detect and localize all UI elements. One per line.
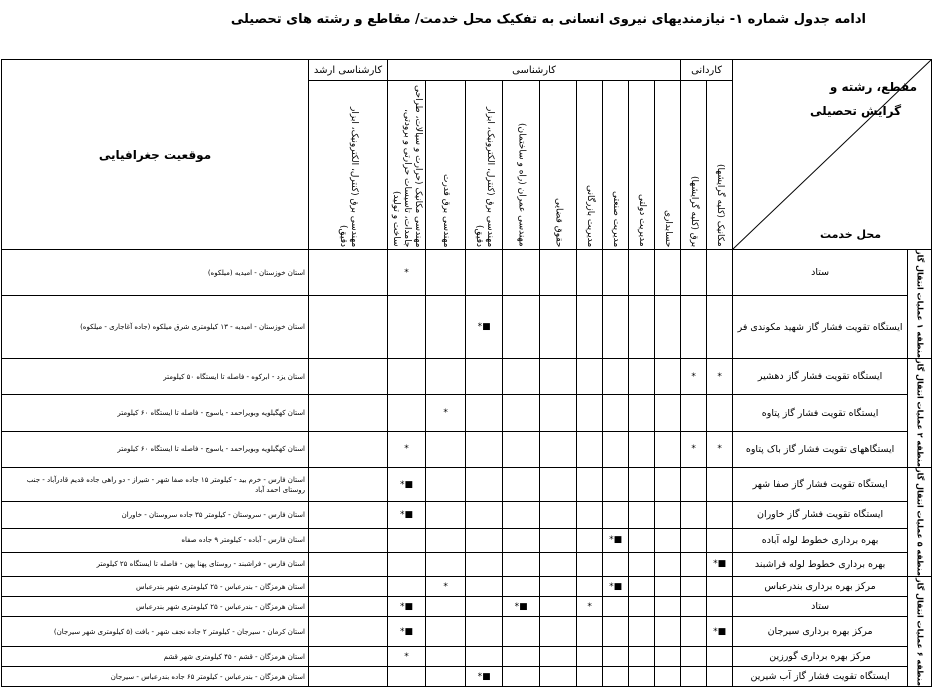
- mark-cell: [388, 431, 426, 467]
- mark-symbol: *: [691, 444, 696, 455]
- mark-cell: [309, 647, 388, 667]
- section-label-text: منطقه ۲ عملیات انتقال گاز: [915, 359, 925, 468]
- mark-symbol: ■*: [400, 509, 414, 520]
- mark-cell: [540, 667, 577, 687]
- mark-cell: [503, 296, 540, 359]
- column-header: [707, 81, 733, 250]
- mark-cell: [426, 647, 466, 667]
- mark-cell: [655, 501, 681, 528]
- mark-cell: [540, 617, 577, 647]
- mark-cell: [681, 552, 707, 576]
- column-header-label: مهندسی برق قدرت: [441, 173, 452, 247]
- mark-cell: [309, 431, 388, 467]
- mark-cell: [603, 468, 629, 502]
- column-header: [629, 81, 655, 250]
- mark-cell: [707, 597, 733, 617]
- mark-cell: [629, 617, 655, 647]
- mark-cell: [655, 250, 681, 296]
- service-location: ستاد: [733, 597, 908, 617]
- service-location: ایستگاه تقویت فشار گاز آب شیرین: [733, 667, 908, 687]
- mark-cell: [540, 296, 577, 359]
- mark-symbol: ■*: [609, 535, 623, 546]
- header-corner: [733, 60, 932, 250]
- mark-cell: [309, 501, 388, 528]
- table-row: [2, 552, 932, 576]
- mark-cell: [603, 431, 629, 467]
- service-location: ایستگاه تقویت فشار گاز شهید مکوندی فر: [733, 296, 908, 359]
- mark-cell: [577, 296, 603, 359]
- column-header-label: حقوق قضایی: [553, 197, 564, 247]
- geo-location: استان کرمان - سیرجان - کیلومتر ۲ جاده نجف شهر - بافت (۵ کیلومتری شهر سیرجان): [2, 617, 309, 647]
- column-header-label: مدیریت دولتی: [637, 194, 648, 247]
- mark-cell: [309, 597, 388, 617]
- column-header: [577, 81, 603, 250]
- mark-cell: [426, 617, 466, 647]
- mark-cell: [681, 250, 707, 296]
- mark-cell: [655, 359, 681, 395]
- mark-cell: [577, 359, 603, 395]
- section-label: [908, 577, 932, 687]
- service-location: مرکز بهره برداری گورزین: [733, 647, 908, 667]
- table-row: [2, 597, 932, 617]
- corner-label-service: محل خدمت: [819, 228, 882, 241]
- mark-cell: [707, 359, 733, 395]
- service-location: ایستگاههای تقویت فشار گاز باک پتاوه: [733, 431, 908, 467]
- mark-cell: [655, 296, 681, 359]
- mark-cell: [388, 501, 426, 528]
- mark-cell: [426, 501, 466, 528]
- table-row: [2, 359, 932, 395]
- mark-cell: [388, 577, 426, 597]
- mark-symbol: *: [443, 408, 448, 419]
- geo-location: استان فارس - خرم بید - کیلومتر ۱۵ جاده صفا شهر - شیراز - دو راهی جاده قدیم قادرآباد - جنب روستای احمد آباد: [2, 468, 309, 502]
- mark-cell: [655, 395, 681, 431]
- geo-location: استان یزد - ابرکوه - فاصله تا ایستگاه ۵۰ کیلومتر: [2, 359, 309, 395]
- mark-cell: [466, 577, 503, 597]
- mark-cell: [540, 468, 577, 502]
- mark-cell: [577, 431, 603, 467]
- mark-cell: [629, 296, 655, 359]
- mark-cell: [388, 528, 426, 552]
- mark-cell: [466, 552, 503, 576]
- service-location: بهره برداری خطوط لوله آباده: [733, 528, 908, 552]
- mark-cell: [577, 577, 603, 597]
- mark-cell: [466, 431, 503, 467]
- mark-cell: [681, 359, 707, 395]
- mark-cell: [388, 250, 426, 296]
- mark-cell: [466, 395, 503, 431]
- mark-cell: [466, 501, 503, 528]
- group-arshad: کارشناسی ارشد: [309, 60, 388, 81]
- column-header-label: مکانیک (کلیه گرایشها): [715, 164, 726, 247]
- mark-symbol: *: [443, 581, 448, 592]
- column-header-label: حسابداری: [663, 209, 674, 247]
- mark-symbol: *: [717, 371, 722, 382]
- mark-cell: [681, 431, 707, 467]
- mark-cell: [466, 528, 503, 552]
- mark-cell: [681, 528, 707, 552]
- geo-location: استان هرمزگان - بندرعباس - ۲۵ کیلومتری شهر بندرعباس: [2, 597, 309, 617]
- mark-symbol: *: [404, 444, 409, 455]
- mark-cell: [503, 431, 540, 467]
- mark-cell: [707, 617, 733, 647]
- mark-cell: [388, 617, 426, 647]
- mark-cell: [577, 552, 603, 576]
- mark-cell: [309, 359, 388, 395]
- mark-cell: [655, 431, 681, 467]
- mark-cell: [603, 577, 629, 597]
- mark-cell: [577, 647, 603, 667]
- mark-cell: [503, 617, 540, 647]
- mark-cell: [426, 528, 466, 552]
- mark-cell: [681, 617, 707, 647]
- mark-cell: [388, 552, 426, 576]
- mark-cell: [466, 468, 503, 502]
- mark-cell: [503, 501, 540, 528]
- mark-cell: [681, 577, 707, 597]
- mark-symbol: ■*: [477, 671, 491, 682]
- mark-cell: [629, 647, 655, 667]
- service-location: مرکز بهره برداری بندرعباس: [733, 577, 908, 597]
- mark-cell: [681, 667, 707, 687]
- table-row: [2, 528, 932, 552]
- column-header-label: مدیریت صنعتی: [611, 190, 622, 247]
- mark-cell: [540, 597, 577, 617]
- mark-cell: [707, 577, 733, 597]
- column-header: [540, 81, 577, 250]
- mark-cell: [707, 468, 733, 502]
- mark-cell: [540, 250, 577, 296]
- mark-cell: [681, 468, 707, 502]
- mark-symbol: ■*: [514, 601, 528, 612]
- mark-cell: [629, 528, 655, 552]
- group-karshenasi: کارشناسی: [388, 60, 681, 81]
- mark-cell: [681, 647, 707, 667]
- service-location: ایستگاه تقویت فشار گاز پتاوه: [733, 395, 908, 431]
- mark-cell: [629, 395, 655, 431]
- header-geo: موقعیت جغرافیایی: [2, 60, 309, 250]
- mark-cell: [629, 597, 655, 617]
- mark-cell: [707, 552, 733, 576]
- mark-cell: [629, 577, 655, 597]
- mark-cell: [603, 597, 629, 617]
- section-label: [908, 468, 932, 577]
- requirements-table: [1, 59, 932, 687]
- geo-location: استان هرمزگان - بندرعباس - کیلومتر ۶۵ جاده بندرعباس - سیرجان: [2, 667, 309, 687]
- mark-cell: [388, 468, 426, 502]
- mark-cell: [540, 359, 577, 395]
- mark-cell: [577, 468, 603, 502]
- mark-cell: [603, 296, 629, 359]
- column-header-label: مهندسی مکانیک (حرارت و سیالات، طراحی جامدات، تاسیسات حرارتی و برودتی، ساخت و تولید): [391, 84, 424, 247]
- table-row: [2, 577, 932, 597]
- mark-symbol: ■*: [400, 479, 414, 490]
- mark-cell: [426, 431, 466, 467]
- page-title: ادامه جدول شماره ۱- نیازمندیهای نیروی انسانی به تفکیک محل خدمت/ مقاطع و رشته های تحصیلی: [230, 12, 866, 27]
- mark-symbol: *: [691, 371, 696, 382]
- mark-cell: [309, 617, 388, 647]
- mark-cell: [629, 359, 655, 395]
- mark-cell: [707, 667, 733, 687]
- mark-cell: [655, 468, 681, 502]
- mark-symbol: ■*: [713, 559, 727, 570]
- mark-cell: [681, 501, 707, 528]
- column-header: [388, 81, 426, 250]
- corner-label-line1: مقطع، رشته و: [829, 80, 918, 94]
- mark-cell: [503, 552, 540, 576]
- mark-cell: [681, 395, 707, 431]
- table-row: [2, 468, 932, 502]
- mark-cell: [629, 667, 655, 687]
- mark-cell: [426, 552, 466, 576]
- column-header: [681, 81, 707, 250]
- mark-cell: [540, 528, 577, 552]
- mark-cell: [426, 468, 466, 502]
- mark-cell: [466, 597, 503, 617]
- mark-cell: [388, 667, 426, 687]
- geo-location: استان کهگیلویه وبویراحمد - یاسوج - فاصله تا ایستگاه ۶۰ کیلومتر: [2, 431, 309, 467]
- column-header-label: مهندسی برق (کنترل، الکترونیک، ابزار دقیق): [474, 106, 496, 247]
- mark-cell: [309, 250, 388, 296]
- column-header: [655, 81, 681, 250]
- geo-location: استان هرمزگان - بندرعباس - ۲۵ کیلومتری شهر بندرعباس: [2, 577, 309, 597]
- mark-cell: [540, 395, 577, 431]
- section-label-text: منطقه ۱ عملیات انتقال گاز: [915, 250, 925, 359]
- mark-cell: [388, 359, 426, 395]
- mark-cell: [603, 501, 629, 528]
- mark-symbol: *: [587, 601, 592, 612]
- mark-cell: [603, 667, 629, 687]
- mark-cell: [655, 667, 681, 687]
- mark-cell: [655, 647, 681, 667]
- service-location: ایستگاه تقویت فشار گاز صفا شهر: [733, 468, 908, 502]
- mark-cell: [707, 501, 733, 528]
- column-header: [466, 81, 503, 250]
- mark-cell: [503, 528, 540, 552]
- mark-cell: [603, 528, 629, 552]
- section-label: [908, 250, 932, 359]
- mark-cell: [707, 647, 733, 667]
- mark-cell: [577, 617, 603, 647]
- section-label: [908, 359, 932, 468]
- mark-cell: [603, 647, 629, 667]
- mark-cell: [603, 617, 629, 647]
- mark-cell: [577, 395, 603, 431]
- table-row: [2, 501, 932, 528]
- mark-cell: [309, 468, 388, 502]
- mark-cell: [540, 431, 577, 467]
- mark-cell: [655, 577, 681, 597]
- mark-cell: [655, 617, 681, 647]
- mark-cell: [629, 468, 655, 502]
- mark-cell: [655, 528, 681, 552]
- service-location: مرکز بهره برداری سیرجان: [733, 617, 908, 647]
- mark-cell: [577, 667, 603, 687]
- mark-cell: [466, 250, 503, 296]
- mark-cell: [540, 577, 577, 597]
- table-row: [2, 431, 932, 467]
- service-location: ایستگاه تقویت فشار گاز دهشیر: [733, 359, 908, 395]
- mark-cell: [388, 296, 426, 359]
- mark-cell: [577, 250, 603, 296]
- mark-cell: [388, 597, 426, 617]
- mark-cell: [309, 667, 388, 687]
- mark-cell: [426, 577, 466, 597]
- mark-symbol: ■*: [713, 626, 727, 637]
- mark-symbol: ■*: [477, 322, 491, 333]
- geo-location: استان فارس - سروستان - کیلومتر ۳۵ جاده سروستان - خاوران: [2, 501, 309, 528]
- geo-location: استان فارس - فراشبند - روستای پهنا پهن - فاصله تا ایستگاه ۲۵ کیلومتر: [2, 552, 309, 576]
- mark-cell: [681, 597, 707, 617]
- mark-symbol: ■*: [400, 601, 414, 612]
- mark-cell: [388, 395, 426, 431]
- column-header-label: مهندسی عمران (راه و ساختمان): [516, 123, 527, 247]
- mark-cell: [466, 667, 503, 687]
- mark-cell: [466, 296, 503, 359]
- mark-cell: [503, 647, 540, 667]
- geo-location: استان هرمزگان - قشم - ۴۵ کیلومتری شهر قشم: [2, 647, 309, 667]
- mark-cell: [309, 395, 388, 431]
- mark-cell: [707, 431, 733, 467]
- table-row: [2, 250, 932, 296]
- mark-symbol: *: [404, 651, 409, 662]
- table-row: [2, 296, 932, 359]
- mark-cell: [466, 647, 503, 667]
- mark-cell: [603, 552, 629, 576]
- mark-cell: [655, 597, 681, 617]
- mark-cell: [426, 597, 466, 617]
- mark-cell: [426, 296, 466, 359]
- column-header: [426, 81, 466, 250]
- service-location: بهره برداری خطوط لوله فراشبند: [733, 552, 908, 576]
- mark-symbol: ■*: [609, 581, 623, 592]
- mark-cell: [503, 359, 540, 395]
- mark-cell: [426, 250, 466, 296]
- mark-cell: [503, 577, 540, 597]
- geo-location: استان کهگیلویه وبویراحمد - یاسوج - فاصله تا ایستگاه ۶۰ کیلومتر: [2, 395, 309, 431]
- geo-location: استان فارس - آباده - کیلومتر ۹ جاده صفاه: [2, 528, 309, 552]
- service-location: ایستگاه تقویت فشار گاز خاوران: [733, 501, 908, 528]
- mark-cell: [629, 250, 655, 296]
- geo-location: استان خوزستان - امیدیه - ۱۳ کیلومتری شرق میلکوه (جاده آغاجاری - میلکوه): [2, 296, 309, 359]
- mark-cell: [540, 552, 577, 576]
- mark-cell: [577, 597, 603, 617]
- mark-cell: [629, 431, 655, 467]
- mark-cell: [540, 647, 577, 667]
- mark-cell: [681, 296, 707, 359]
- mark-cell: [655, 552, 681, 576]
- mark-cell: [426, 359, 466, 395]
- mark-cell: [388, 647, 426, 667]
- mark-cell: [309, 577, 388, 597]
- mark-cell: [466, 359, 503, 395]
- mark-cell: [707, 250, 733, 296]
- mark-cell: [603, 250, 629, 296]
- mark-cell: [707, 296, 733, 359]
- mark-cell: [603, 395, 629, 431]
- mark-cell: [309, 528, 388, 552]
- mark-cell: [503, 597, 540, 617]
- group-kardani: کاردانی: [681, 60, 733, 81]
- mark-symbol: ■*: [400, 626, 414, 637]
- column-header-label: مهندسی برق (کنترل، الکترونیک، ابزار دقیق): [338, 106, 359, 247]
- corner-label-line2: گرایش تحصیلی: [809, 104, 902, 118]
- service-location: ستاد: [733, 250, 908, 296]
- mark-cell: [503, 395, 540, 431]
- mark-cell: [577, 528, 603, 552]
- column-header-label: مدیریت بازرگانی: [585, 184, 596, 247]
- mark-cell: [466, 617, 503, 647]
- section-label-text: منطقه ۶ عملیات انتقال گاز: [915, 577, 925, 686]
- column-header-label: برق (کلیه گرایشها): [689, 175, 700, 247]
- column-header: [503, 81, 540, 250]
- mark-cell: [503, 667, 540, 687]
- mark-cell: [603, 359, 629, 395]
- column-header: [603, 81, 629, 250]
- mark-cell: [540, 501, 577, 528]
- geo-location: استان خوزستان - امیدیه (میلکوه): [2, 250, 309, 296]
- mark-symbol: *: [404, 267, 409, 278]
- table-row: [2, 647, 932, 667]
- section-label-text: منطقه ۵ عملیات انتقال گاز: [915, 468, 925, 577]
- table-row: [2, 667, 932, 687]
- mark-cell: [309, 552, 388, 576]
- mark-symbol: *: [717, 444, 722, 455]
- table-row: [2, 395, 932, 431]
- mark-cell: [707, 395, 733, 431]
- mark-cell: [426, 667, 466, 687]
- mark-cell: [309, 296, 388, 359]
- mark-cell: [629, 552, 655, 576]
- mark-cell: [503, 250, 540, 296]
- mark-cell: [503, 468, 540, 502]
- mark-cell: [577, 501, 603, 528]
- table-row: [2, 617, 932, 647]
- mark-cell: [426, 395, 466, 431]
- mark-cell: [629, 501, 655, 528]
- column-header: [309, 81, 388, 250]
- mark-cell: [707, 528, 733, 552]
